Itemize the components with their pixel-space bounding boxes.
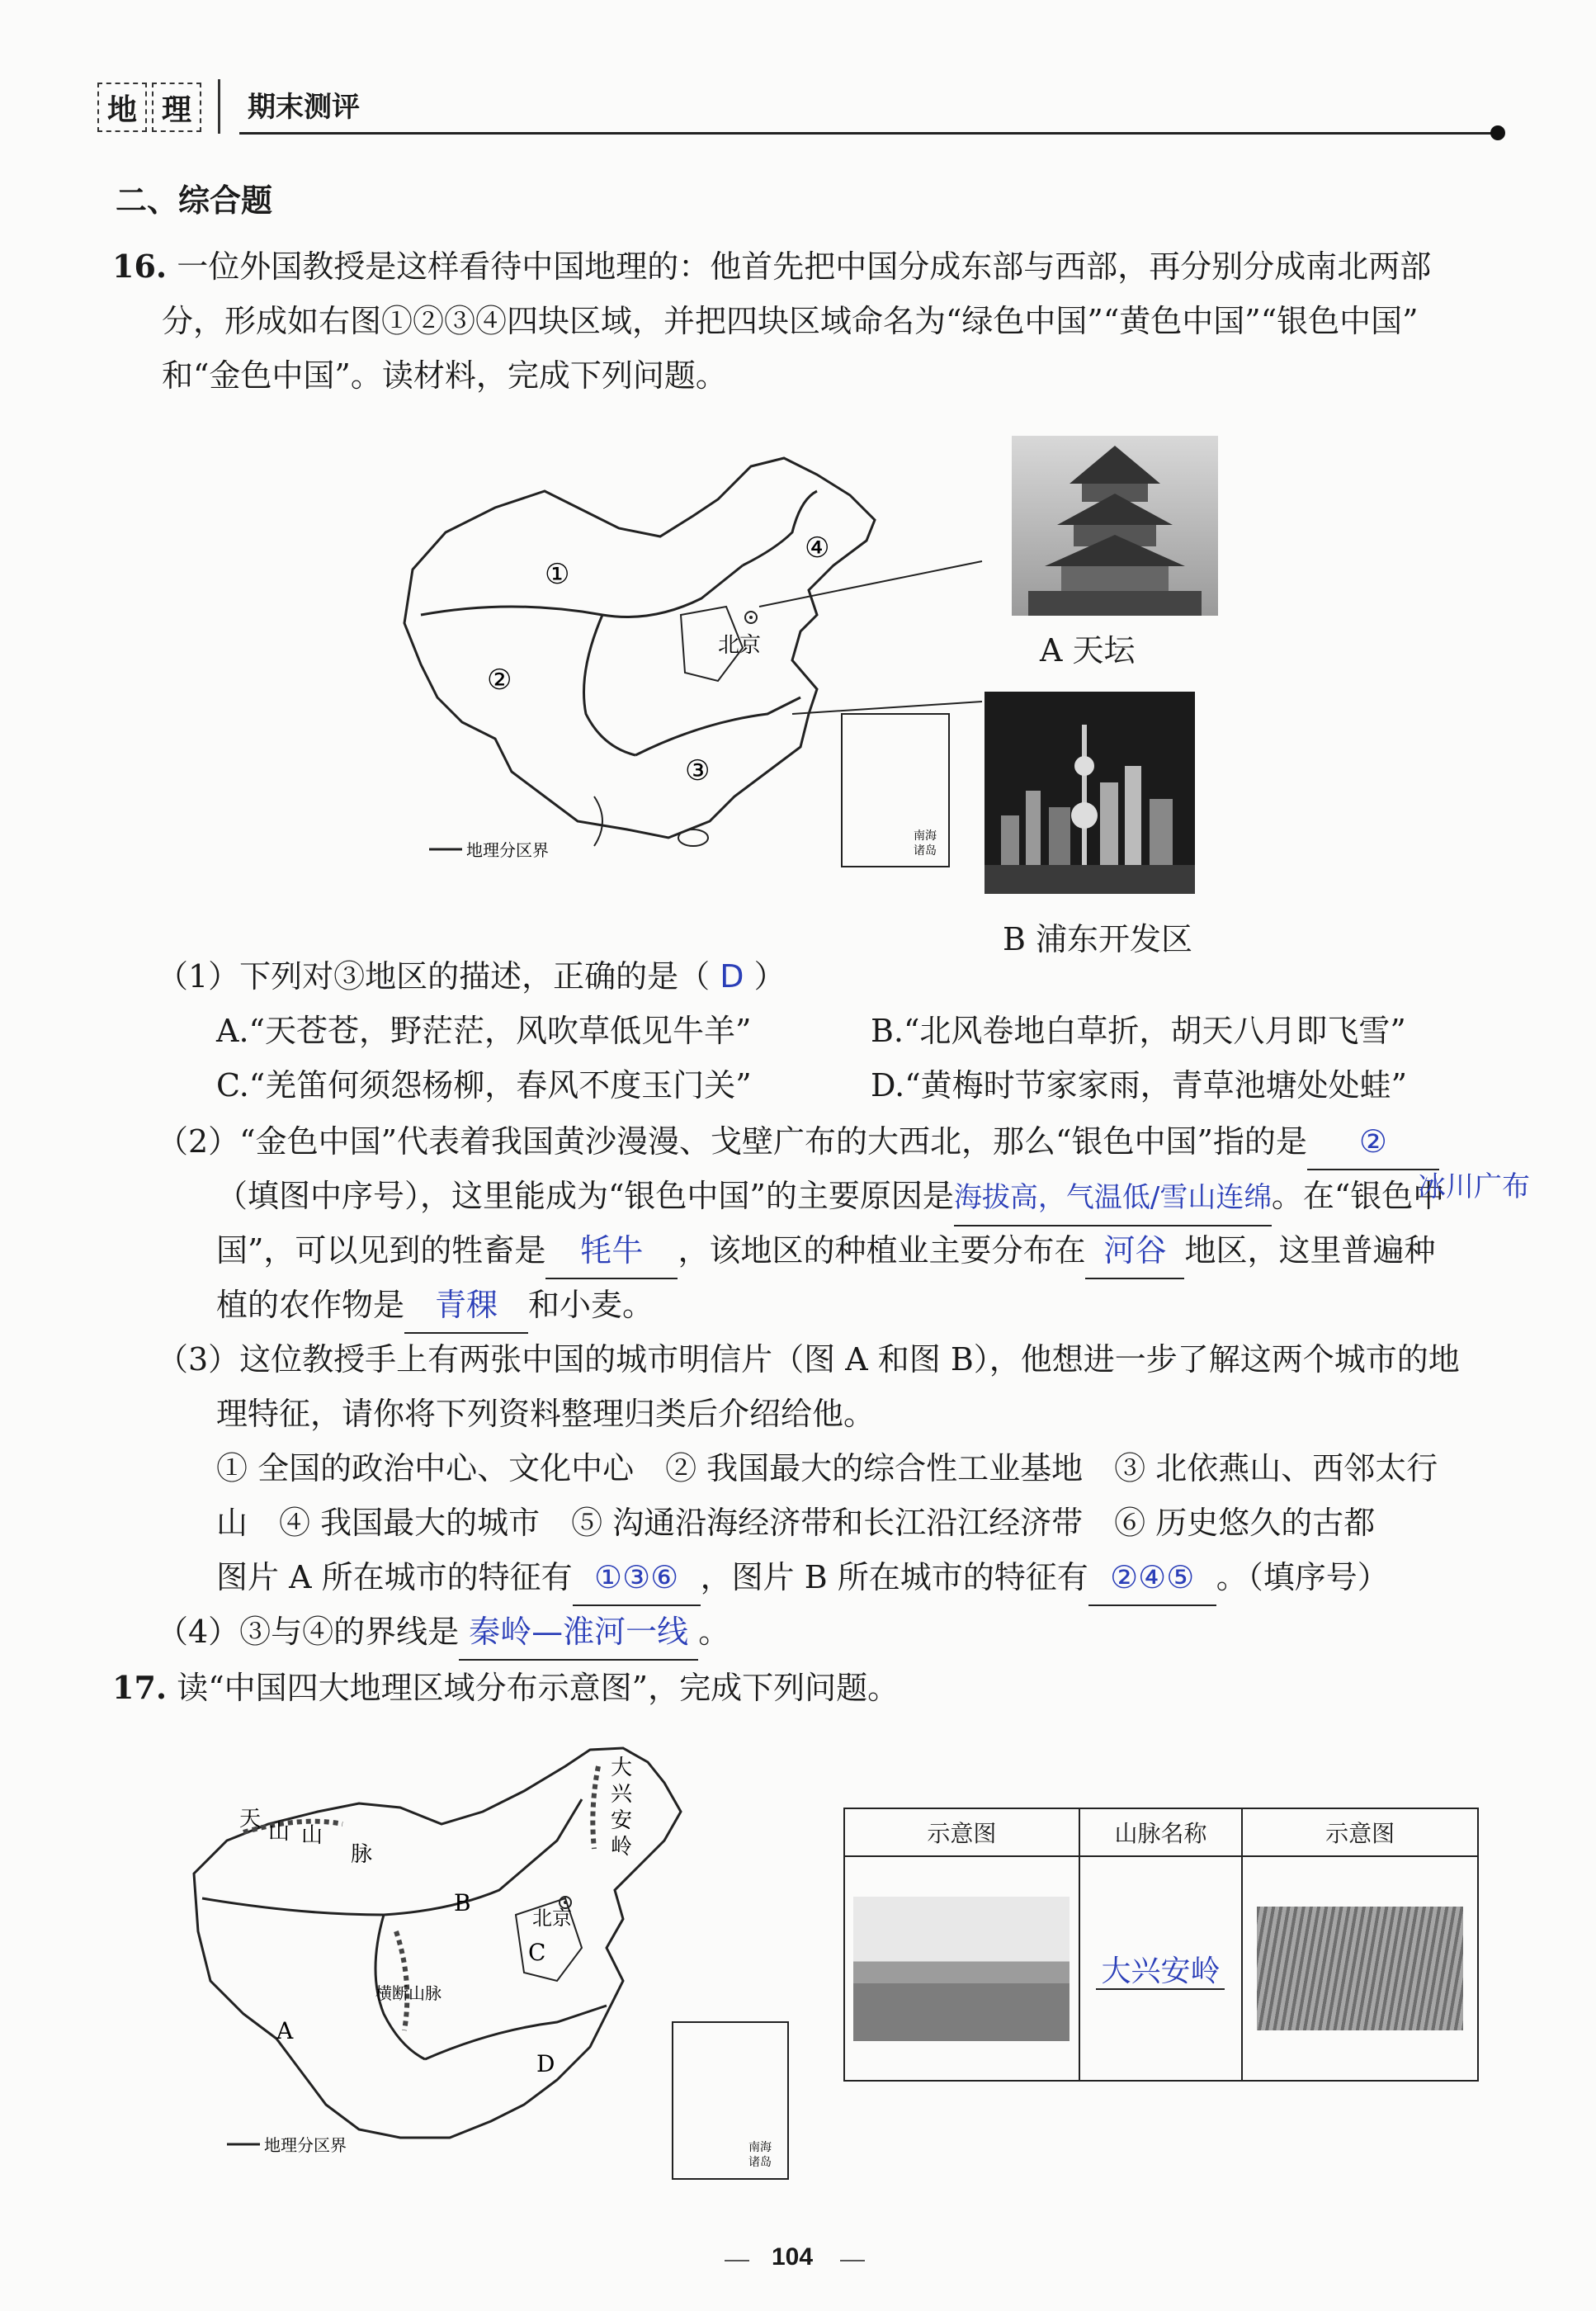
footer-dash [840, 2260, 865, 2261]
grassland-image [853, 1897, 1070, 2041]
photo-pudong [985, 692, 1195, 894]
q16-intro-line: 和“金色中国”。读材料，完成下列问题。 [162, 357, 727, 394]
map-region-label: ④ [805, 532, 830, 565]
table-header: 示意图 [844, 1808, 1079, 1856]
photo-temple-of-heaven [1012, 436, 1218, 616]
q16-2-answer-4: 河谷 [1085, 1223, 1184, 1279]
q16-1-answer: D [720, 958, 744, 995]
table-cell-answer [1079, 1856, 1243, 2081]
q16-intro-line: 一位外国教授是这样看待中国地理的：他首先把中国分成东部与西部，再分别分成南北两部 [177, 248, 1432, 285]
option-a: A.“天苍苍，野茫茫，风吹草低见牛羊” [216, 1013, 752, 1049]
map-city-label: 北京 [532, 1907, 572, 1930]
q16-2-line1 [157, 1114, 1439, 1170]
q17-china-map [177, 1733, 805, 2195]
q16-2-answer-2: 海拔高，气温低/雪山连绵 [954, 1170, 1272, 1226]
map-mountain-label: 脉 [351, 1842, 373, 1867]
map-inset-label: 诸岛 [748, 2156, 772, 2169]
table-cell-image [844, 1856, 1079, 2081]
q16-number: 16. [112, 248, 168, 285]
q16-2-text: 地区，这里普遍种 [1184, 1232, 1436, 1269]
option-b: B.“北风卷地白草折，胡天八月即飞雪” [871, 1013, 1406, 1049]
q16-2-line3 [216, 1223, 1435, 1279]
map-region-label: ① [545, 558, 570, 591]
q16-2-line2 [216, 1169, 1444, 1226]
map-region-label: B [454, 1889, 471, 1916]
header-dot [1490, 125, 1505, 140]
q17-answer: 大兴安岭 [1096, 1954, 1225, 1990]
q16-2-text: 和小麦。 [528, 1287, 654, 1323]
q16-2-text: （填图中序号），这里能成为“银色中国”的主要原因是 [216, 1178, 954, 1214]
map-mountain-label: 大 [611, 1756, 633, 1780]
q16-2-text: （2）“金色中国”代表着我国黄沙漫漫、戈壁广布的大西北，那么“银色中国”指的是 [157, 1123, 1307, 1160]
map-inset-label: 诸岛 [914, 844, 937, 858]
map-mountain-label: 兴 [611, 1782, 633, 1807]
q17-number: 17. [112, 1669, 168, 1706]
q17-text: 读“中国四大地理区域分布示意图”，完成下列问题。 [177, 1670, 900, 1706]
footer-dash [725, 2260, 749, 2261]
q16-3-line4: 山 ④ 我国最大的城市 ⑤ 沟通沿海经济带和长江沿江经济带 ⑥ 历史悠久的古都 [216, 1505, 1376, 1541]
q16-intro-line: 分，形成如右图①②③④四块区域，并把四块区域命名为“绿色中国”“黄色中国”“银色中国” [162, 303, 1419, 339]
q16-3-answer-a: ①③⑥ [573, 1550, 701, 1606]
q16-2-text: 植的农作物是 [216, 1287, 405, 1323]
section-title: 二、综合题 [116, 182, 273, 219]
map-region-label: C [528, 1939, 546, 1966]
header-divider [218, 79, 220, 134]
map-region-label: D [536, 2050, 555, 2077]
header-rule [239, 132, 1494, 135]
q16-4-text: （4）③与④的界线是 [157, 1614, 460, 1650]
map-region-label: ② [487, 664, 512, 697]
q16-2-line4 [216, 1278, 654, 1334]
map-mountain-label: 岭 [611, 1835, 633, 1860]
q16-4-line [157, 1604, 730, 1661]
map-mountain-label: 安 [611, 1808, 633, 1833]
table-header: 示意图 [1242, 1808, 1478, 1856]
q16-2-text: ，该地区的种植业主要分布在 [678, 1232, 1086, 1269]
q16-2-text: 。在“银色中 [1271, 1178, 1445, 1214]
map-mountain-label: 横断山脉 [375, 1983, 441, 2003]
map-city-label: 北京 [718, 633, 762, 658]
q16-3-line2: 理特征，请你将下列资料整理归类后介绍给他。 [216, 1396, 876, 1432]
map-region-label: ③ [685, 754, 711, 787]
q16-1-close: ） [753, 958, 786, 995]
photo-b-caption: B 浦东开发区 [1003, 921, 1193, 957]
map-mountain-label: 山 [301, 1823, 323, 1848]
q16-2-answer-5: 青稞 [404, 1278, 528, 1334]
skyline-icon [985, 692, 1195, 894]
map-mountain-label: 山 [268, 1820, 290, 1845]
map-inset-label: 南海 [914, 829, 937, 843]
q16-3-line1: （3）这位教授手上有两张中国的城市明信片（图 A 和图 B），他想进一步了解这两个城市的地 [157, 1341, 1460, 1378]
q16-2-answer-3: 牦牛 [545, 1223, 678, 1279]
table-cell-image [1242, 1856, 1478, 2081]
map-legend: 地理分区界 [264, 2135, 347, 2155]
subject-char: 地 [97, 83, 147, 132]
q16-1-stem [157, 949, 786, 1004]
q16-3-answer-b: ②④⑤ [1088, 1550, 1216, 1606]
q16-3-line3: ① 全国的政治中心、文化中心 ② 我国最大的综合性工业基地 ③ 北依燕山、西邻太行 [216, 1450, 1438, 1486]
q16-intro [112, 239, 1532, 403]
q16-2-answer-1: ② [1307, 1114, 1439, 1170]
farmland-image [1257, 1907, 1463, 2030]
temple-icon [1012, 436, 1218, 616]
q16-china-map [388, 450, 999, 896]
map-inset-label: 南海 [748, 2141, 772, 2154]
q16-3-text: ，图片 B 所在城市的特征有 [700, 1559, 1088, 1595]
q16-2-text: 国”，可以见到的牲畜是 [216, 1232, 546, 1269]
table-header: 山脉名称 [1079, 1808, 1243, 1856]
subject-label [97, 83, 201, 132]
subject-char: 理 [152, 83, 201, 132]
q16-2-answer-2b: 冰川广布 [1418, 1170, 1530, 1203]
q16-1-text: （1）下列对③地区的描述，正确的是（ [157, 958, 711, 995]
map-mountain-label: 天 [239, 1807, 262, 1831]
map-region-label: A [276, 2017, 294, 2044]
option-c: C.“羌笛何须怨杨柳，春风不度玉门关” [216, 1067, 752, 1104]
q17-stem [112, 1661, 899, 1715]
photo-a-caption: A 天坛 [1040, 632, 1136, 669]
map-legend: 地理分区界 [466, 840, 549, 860]
q16-4-answer: 秦岭—淮河一线 [459, 1604, 698, 1661]
section-name: 期末测评 [248, 91, 360, 124]
q16-3-text: 。（填序号） [1216, 1559, 1389, 1595]
q16-3-text: 图片 A 所在城市的特征有 [216, 1559, 573, 1595]
option-d: D.“黄梅时节家家雨，青草池塘处处蛙” [871, 1067, 1408, 1104]
page-number: 104 [772, 2243, 814, 2271]
q16-3-line5 [216, 1550, 1389, 1606]
q17-table [843, 1808, 1479, 2082]
q16-4-end: 。 [698, 1614, 730, 1650]
